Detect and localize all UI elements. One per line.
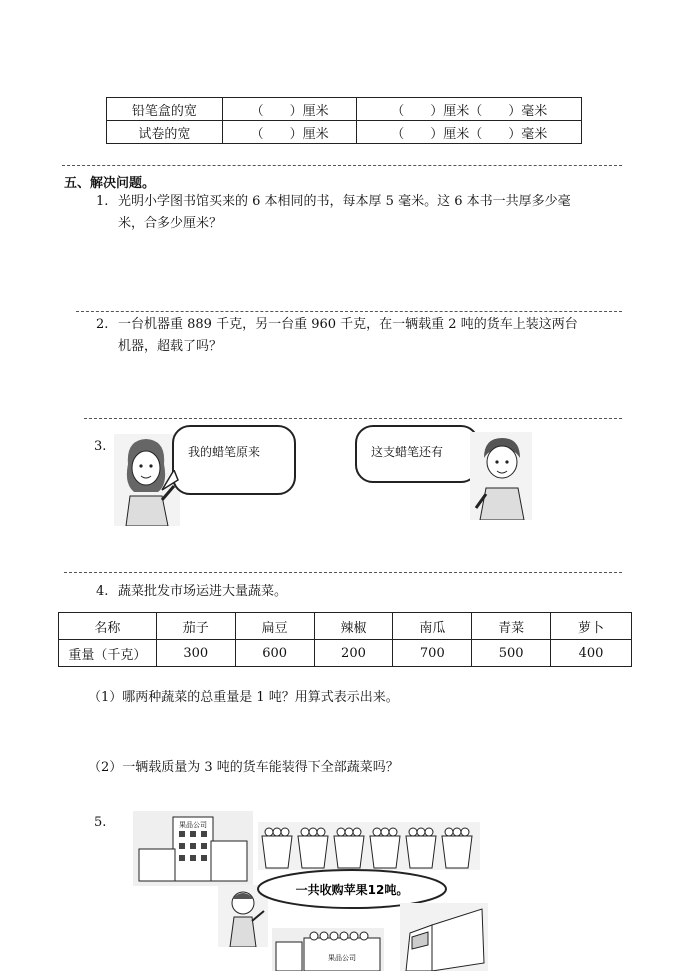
apple — [461, 828, 469, 836]
column-header: 扁豆 — [235, 613, 314, 640]
company-building-illustration — [133, 811, 253, 886]
apple-basket — [370, 836, 400, 868]
q2-text — [118, 314, 628, 358]
apple — [417, 828, 425, 836]
q2-number: 2. — [96, 317, 109, 332]
answer-cm: （ ）厘米 — [222, 98, 357, 121]
apple-basket — [334, 836, 364, 868]
building-sign: 果品公司 — [179, 821, 207, 829]
row-label: 铅笔盒的宽 — [107, 98, 223, 121]
apple-basket — [262, 836, 292, 868]
apple — [409, 828, 417, 836]
q1-line1: 光明小学图书馆买来的 6 本相同的书，每本厚 5 毫米。这 6 本书一共厚多少毫 — [118, 194, 571, 209]
table-cell: 300 — [156, 640, 235, 667]
q3-number: 3. — [94, 439, 107, 454]
divider — [64, 572, 622, 573]
table-row — [59, 640, 632, 667]
loaded-truck-illustration — [272, 928, 384, 971]
table-cell: 400 — [551, 640, 632, 667]
apple — [453, 828, 461, 836]
q1-number: 1. — [96, 194, 109, 209]
q2-line1: 一台机器重 889 千克，另一台重 960 千克，在一辆载重 2 吨的货车上装这两台 — [118, 317, 578, 332]
vegetable-table — [58, 612, 632, 667]
apple — [281, 828, 289, 836]
apple — [337, 828, 345, 836]
apple-basket — [406, 836, 436, 868]
column-header: 萝卜 — [551, 613, 632, 640]
apple-basket — [442, 836, 472, 868]
apple-baskets-illustration — [258, 822, 480, 870]
table-cell: 500 — [472, 640, 551, 667]
column-header: 名称 — [59, 613, 157, 640]
row-label: 重量（千克） — [59, 640, 157, 667]
apple — [265, 828, 273, 836]
q5-number: 5. — [94, 815, 107, 830]
apple — [317, 828, 325, 836]
column-header: 青菜 — [472, 613, 551, 640]
apple — [345, 828, 353, 836]
speech-bubble-left — [172, 425, 296, 495]
bubble-tail — [160, 470, 180, 492]
column-header: 茄子 — [156, 613, 235, 640]
table-header-row — [59, 613, 632, 640]
q1-line2: 米，合多少厘米？ — [118, 216, 223, 231]
boy-illustration — [470, 432, 532, 520]
answer-cm-mm: （ ）厘米（ ）毫米 — [357, 98, 582, 121]
q1-text — [118, 191, 628, 235]
apple — [273, 828, 281, 836]
divider — [76, 311, 622, 312]
apple — [445, 828, 453, 836]
box-truck-illustration — [400, 903, 488, 971]
bubble-left-text: 我的蜡笔原来 — [188, 445, 261, 459]
row-label: 试卷的宽 — [107, 121, 223, 144]
bubble-q5-text: 一共收购苹果12吨。 — [295, 883, 409, 897]
table-cell: 700 — [393, 640, 472, 667]
apple — [425, 828, 433, 836]
apple — [389, 828, 397, 836]
divider — [62, 165, 622, 166]
q4-sub1: （1）哪两种蔬菜的总重量是 1 吨？用算式表示出来。 — [88, 690, 399, 705]
measure-table — [106, 97, 582, 144]
divider — [84, 418, 622, 419]
column-header: 辣椒 — [314, 613, 393, 640]
q2-line2: 机器，超载了吗？ — [118, 339, 223, 354]
table-cell: 600 — [235, 640, 314, 667]
bubble-right-text: 这支蜡笔还有 — [371, 445, 444, 459]
q4-number: 4. — [96, 584, 109, 599]
apple — [373, 828, 381, 836]
apple-basket — [298, 836, 328, 868]
answer-cm: （ ）厘米 — [222, 121, 357, 144]
apple — [301, 828, 309, 836]
speech-bubble-right — [355, 425, 479, 483]
section-title: 五、解决问题。 — [64, 176, 156, 191]
table-row — [107, 98, 582, 121]
apple — [381, 828, 389, 836]
answer-cm-mm: （ ）厘米（ ）毫米 — [357, 121, 582, 144]
table-cell: 200 — [314, 640, 393, 667]
apple — [309, 828, 317, 836]
apple — [353, 828, 361, 836]
column-header: 南瓜 — [393, 613, 472, 640]
q4-intro: 蔬菜批发市场运进大量蔬菜。 — [118, 584, 288, 599]
truck-label: 果品公司 — [328, 954, 356, 962]
table-row — [107, 121, 582, 144]
q4-sub2: （2）一辆载质量为 3 吨的货车能装得下全部蔬菜吗？ — [88, 760, 399, 775]
